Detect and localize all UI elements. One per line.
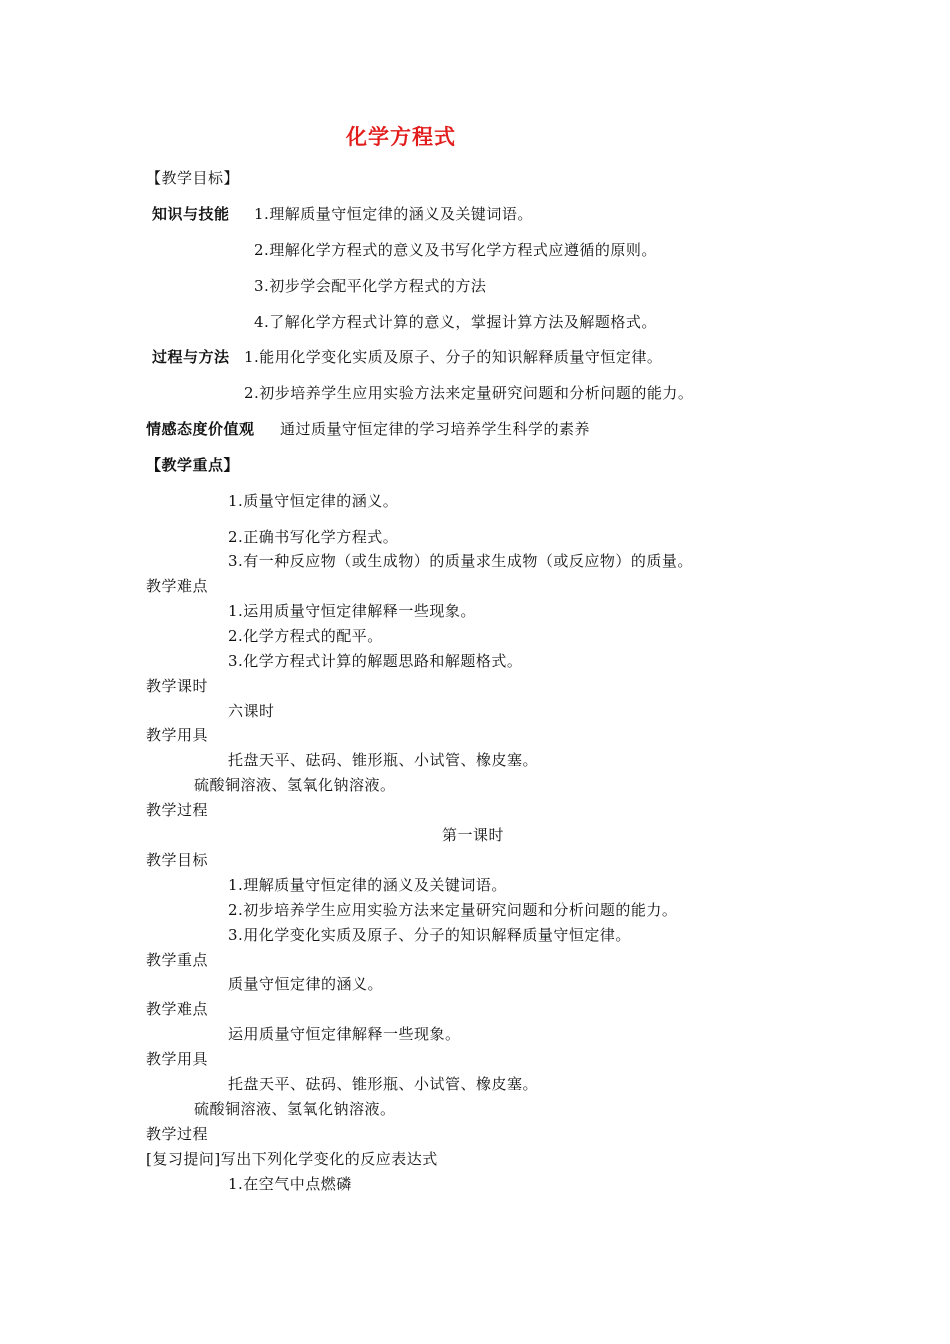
key-points-heading: 【教学重点】 (146, 456, 240, 474)
knowledge-item: 4.了解化学方程式计算的意义，掌握计算方法及解题格式。 (254, 313, 657, 331)
key-point-item: 1.质量守恒定律的涵义。 (228, 492, 399, 510)
review-item: 1.在空气中点燃磷 (228, 1175, 352, 1193)
process-item: 1.能用化学变化实质及原子、分子的知识解释质量守恒定律。 (244, 348, 663, 366)
tools-line: 硫酸铜溶液、氢氧化钠溶液。 (194, 776, 396, 794)
lesson-key-heading: 教学重点 (146, 951, 209, 969)
key-point-item: 2.正确书写化学方程式。 (228, 528, 399, 546)
process-item: 2.初步培养学生应用实验方法来定量研究问题和分析问题的能力。 (244, 384, 694, 402)
tools-heading: 教学用具 (146, 726, 209, 744)
difficulty-item: 1.运用质量守恒定律解释一些现象。 (228, 602, 476, 620)
lesson-title: 第一课时 (442, 826, 505, 844)
lesson-objective-item: 2.初步培养学生应用实验方法来定量研究问题和分析问题的能力。 (228, 901, 678, 919)
emotion-label: 情感态度价值观 (146, 420, 255, 438)
key-point-item: 3.有一种反应物（或生成物）的质量求生成物（或反应物）的质量。 (228, 552, 693, 570)
document-title: 化学方程式 (346, 125, 456, 149)
lesson-objectives-heading: 教学目标 (146, 851, 209, 869)
process-label: 过程与方法 (152, 348, 230, 366)
knowledge-item: 1.理解质量守恒定律的涵义及关键词语。 (254, 205, 533, 223)
emotion-text: 通过质量守恒定律的学习培养学生科学的素养 (280, 420, 591, 438)
lesson-objective-item: 1.理解质量守恒定律的涵义及关键词语。 (228, 876, 507, 894)
review-prompt: [复习提问]写出下列化学变化的反应表达式 (146, 1150, 438, 1168)
knowledge-item: 3.初步学会配平化学方程式的方法 (254, 277, 487, 295)
lesson-difficulty-heading: 教学难点 (146, 1000, 209, 1018)
hours-value: 六课时 (228, 702, 275, 720)
process-heading: 教学过程 (146, 801, 209, 819)
difficulty-item: 2.化学方程式的配平。 (228, 627, 383, 645)
knowledge-item: 2.理解化学方程式的意义及书写化学方程式应遵循的原则。 (254, 241, 657, 259)
lesson-key-text: 质量守恒定律的涵义。 (228, 975, 384, 993)
lesson-tools-heading: 教学用具 (146, 1050, 209, 1068)
lesson-tools-line: 托盘天平、砝码、锥形瓶、小试管、橡皮塞。 (228, 1075, 539, 1093)
lesson-objective-item: 3.用化学变化实质及原子、分子的知识解释质量守恒定律。 (228, 926, 631, 944)
lesson-tools-line: 硫酸铜溶液、氢氧化钠溶液。 (194, 1100, 396, 1118)
tools-line: 托盘天平、砝码、锥形瓶、小试管、橡皮塞。 (228, 751, 539, 769)
hours-heading: 教学课时 (146, 677, 209, 695)
knowledge-label: 知识与技能 (152, 205, 230, 223)
difficulties-heading: 教学难点 (146, 577, 209, 595)
difficulty-item: 3.化学方程式计算的解题思路和解题格式。 (228, 652, 523, 670)
objectives-heading: 【教学目标】 (146, 169, 240, 187)
lesson-difficulty-text: 运用质量守恒定律解释一些现象。 (228, 1025, 461, 1043)
lesson-process-heading: 教学过程 (146, 1125, 209, 1143)
